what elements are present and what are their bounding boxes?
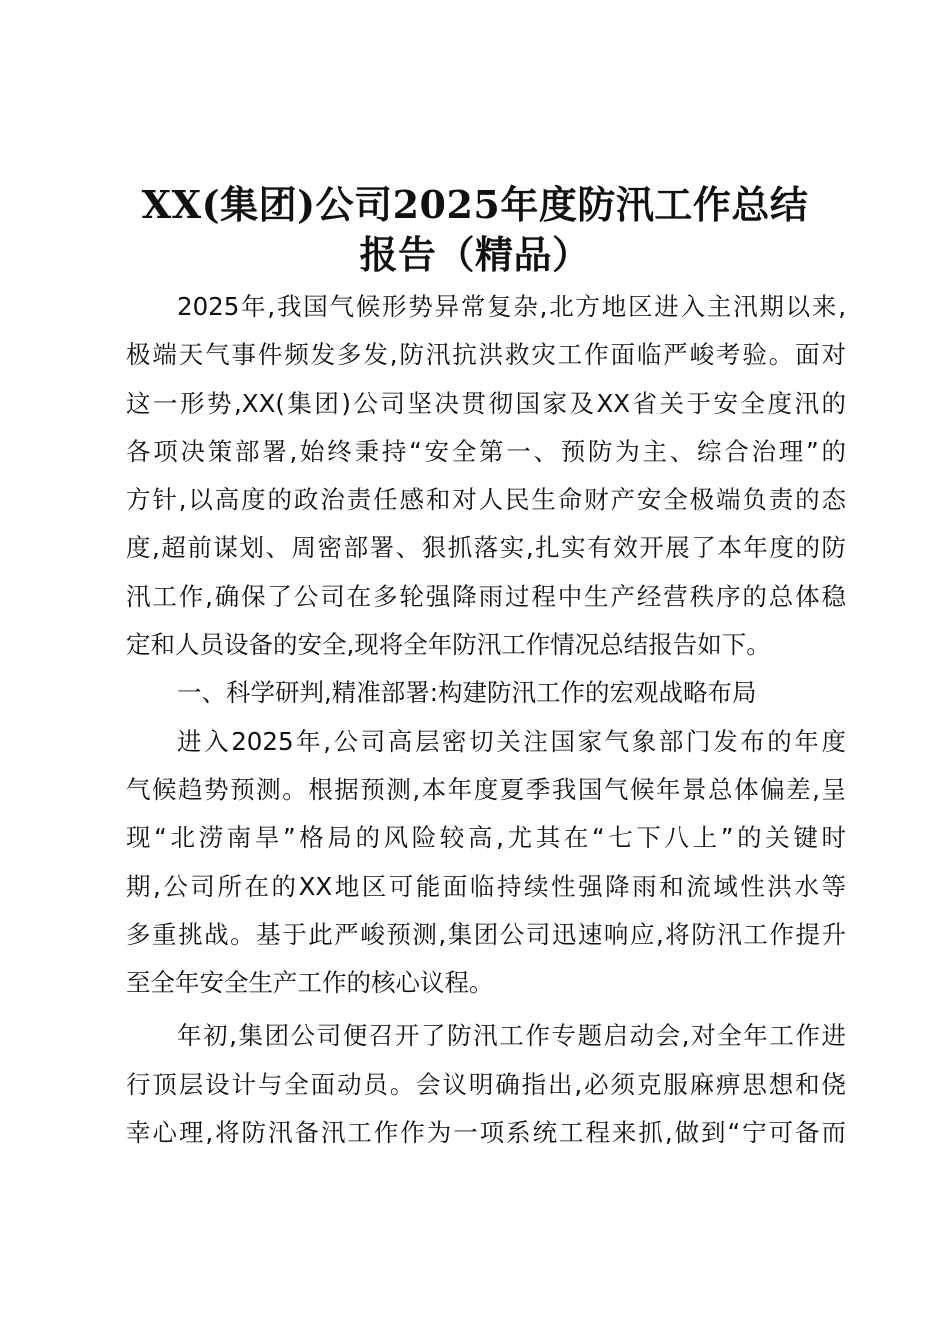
text-line: 幸心理,将防汛备汛工作作为一项系统工程来抓,做到“宁可备而 xyxy=(126,1118,846,1148)
text-line: 2025年,我国气候形势异常复杂,北方地区进入主汛期以来, xyxy=(177,292,846,321)
text-line: 现“北涝南旱”格局的风险较高,尤其在“七下八上”的关键时 xyxy=(126,823,846,853)
text-line: 气候趋势预测。根据预测,本年度夏季我国气候年景总体偏差,呈 xyxy=(126,774,846,804)
section-heading xyxy=(126,669,846,717)
title-line-2: 报告（精品） xyxy=(359,232,591,277)
text-line: 汛工作,确保了公司在多轮强降雨过程中生产经营秩序的总体稳 xyxy=(126,581,846,611)
document-title xyxy=(100,180,850,280)
text-line: 定和人员设备的安全,现将全年防汛工作情况总结报告如下。 xyxy=(126,630,771,660)
text-line: 极端天气事件频发多发,防汛抗洪救灾工作面临严峻考验。面对 xyxy=(126,340,846,370)
paragraph-meeting xyxy=(126,1012,846,1157)
section-heading-text: 一、科学研判,精准部署:构建防汛工作的宏观战略布局 xyxy=(177,678,757,708)
paragraph-forecast xyxy=(126,718,846,1008)
text-line: 至全年安全生产工作的核心议程。 xyxy=(126,968,494,998)
text-line: 多重挑战。基于此严峻预测,集团公司迅速响应,将防汛工作提升 xyxy=(126,919,846,949)
text-line: 这一形势,XX(集团)公司坚决贯彻国家及XX省关于安全度汛的 xyxy=(126,388,846,418)
text-line: 行顶层设计与全面动员。会议明确指出,必须克服麻痹思想和侥 xyxy=(126,1069,846,1099)
text-line: 方针,以高度的政治责任感和对人民生命财产安全极端负责的态 xyxy=(126,485,846,515)
text-line: 期,公司所在的XX地区可能面临持续性强降雨和流域性洪水等 xyxy=(126,871,846,901)
text-line: 进入2025年,公司高层密切关注国家气象部门发布的年度 xyxy=(177,726,846,756)
text-line: 各项决策部署,始终秉持“安全第一、预防为主、综合治理”的 xyxy=(126,436,846,466)
text-line: 年初,集团公司便召开了防汛工作专题启动会,对全年工作进 xyxy=(177,1021,846,1051)
text-line: 度,超前谋划、周密部署、狠抓落实,扎实有效开展了本年度的防 xyxy=(126,533,846,563)
title-line-1: XX(集团)公司2025年度防汛工作总结 xyxy=(141,182,809,227)
paragraph-intro xyxy=(126,283,846,669)
document-body xyxy=(126,283,846,1157)
